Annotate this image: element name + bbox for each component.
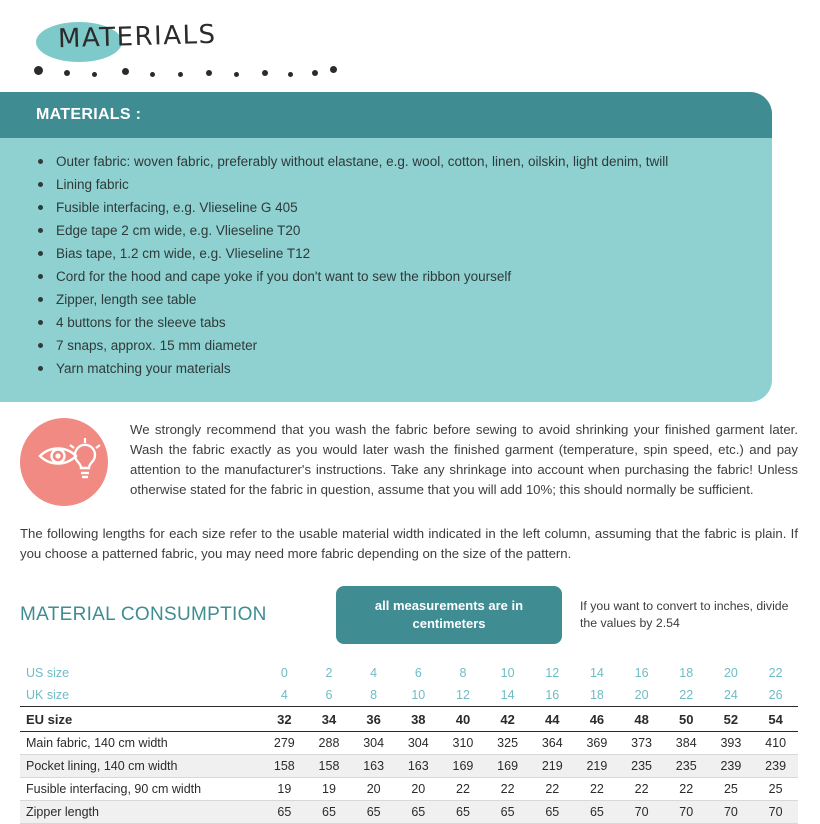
cell: 65 bbox=[307, 801, 352, 824]
list-item: 7 snaps, approx. 15 mm diameter bbox=[36, 334, 742, 357]
cell: 70 bbox=[664, 801, 709, 824]
list-item: Zipper, length see table bbox=[36, 288, 742, 311]
page-title: MATERIALS bbox=[57, 19, 217, 55]
materials-list bbox=[36, 150, 742, 380]
cell: 19 bbox=[307, 778, 352, 801]
cell: 65 bbox=[530, 801, 575, 824]
cell: 50 bbox=[664, 707, 709, 732]
cell: 163 bbox=[351, 755, 396, 778]
table-row bbox=[20, 707, 798, 732]
cell: 16 bbox=[545, 688, 560, 702]
list-item: Yarn matching your materials bbox=[36, 357, 742, 380]
cell: 65 bbox=[396, 801, 441, 824]
cell: 22 bbox=[485, 778, 530, 801]
row-label: Pocket lining, 140 cm width bbox=[20, 755, 262, 778]
cell: 373 bbox=[619, 732, 664, 755]
list-item: Outer fabric: woven fabric, preferably without elastane, e.g. wool, cotton, linen, oilskin, light denim, twill bbox=[36, 150, 742, 173]
cell: 44 bbox=[530, 707, 575, 732]
cell: 70 bbox=[753, 801, 798, 824]
cell: 26 bbox=[768, 688, 783, 702]
table-row bbox=[20, 755, 798, 778]
material-consumption-section bbox=[0, 564, 820, 824]
cell: 18 bbox=[679, 666, 694, 680]
consumption-title: MATERIAL CONSUMPTION bbox=[20, 604, 267, 625]
table-row bbox=[20, 732, 798, 755]
row-label: US size bbox=[26, 666, 70, 680]
list-item: Fusible interfacing, e.g. Vlieseline G 405 bbox=[36, 196, 742, 219]
cell: 364 bbox=[530, 732, 575, 755]
cell: 384 bbox=[664, 732, 709, 755]
cell: 163 bbox=[396, 755, 441, 778]
cell: 0 bbox=[280, 666, 288, 680]
materials-panel bbox=[0, 92, 772, 402]
materials-panel-heading: MATERIALS : bbox=[0, 92, 772, 138]
cell: 410 bbox=[753, 732, 798, 755]
cell: 54 bbox=[753, 707, 798, 732]
cell: 18 bbox=[589, 688, 604, 702]
cell: 219 bbox=[530, 755, 575, 778]
row-label: Main fabric, 140 cm width bbox=[20, 732, 262, 755]
cell: 42 bbox=[485, 707, 530, 732]
table-row bbox=[20, 662, 798, 684]
cell: 14 bbox=[589, 666, 604, 680]
row-label: Zipper length bbox=[20, 801, 262, 824]
table-row bbox=[20, 684, 798, 707]
cell: 70 bbox=[619, 801, 664, 824]
dot-trail-decoration bbox=[30, 60, 350, 84]
cell: 38 bbox=[396, 707, 441, 732]
row-label: UK size bbox=[26, 688, 70, 702]
cell: 22 bbox=[575, 778, 620, 801]
cell: 12 bbox=[545, 666, 560, 680]
cell: 393 bbox=[709, 732, 754, 755]
list-item: Cord for the hood and cape yoke if you don't want to sew the ribbon yourself bbox=[36, 265, 742, 288]
cell: 304 bbox=[351, 732, 396, 755]
cell: 65 bbox=[485, 801, 530, 824]
measurement-unit-badge: all measurements are in centimeters bbox=[336, 586, 562, 644]
cell: 10 bbox=[500, 666, 515, 680]
cell: 304 bbox=[396, 732, 441, 755]
cell: 4 bbox=[370, 666, 378, 680]
cell: 8 bbox=[459, 666, 467, 680]
cell: 235 bbox=[619, 755, 664, 778]
row-label: Fusible interfacing, 90 cm width bbox=[20, 778, 262, 801]
cell: 52 bbox=[709, 707, 754, 732]
inch-conversion-note: If you want to convert to inches, divide the values by 2.54 bbox=[580, 599, 789, 630]
cell: 22 bbox=[768, 666, 783, 680]
cell: 70 bbox=[709, 801, 754, 824]
cell: 16 bbox=[634, 666, 649, 680]
cell: 239 bbox=[753, 755, 798, 778]
cell: 4 bbox=[280, 688, 288, 702]
cell: 20 bbox=[351, 778, 396, 801]
list-item: Bias tape, 1.2 cm wide, e.g. Vlieseline T12 bbox=[36, 242, 742, 265]
list-item: 4 buttons for the sleeve tabs bbox=[36, 311, 742, 334]
cell: 19 bbox=[262, 778, 307, 801]
cell: 40 bbox=[441, 707, 486, 732]
cell: 24 bbox=[723, 688, 738, 702]
cell: 48 bbox=[619, 707, 664, 732]
cell: 14 bbox=[500, 688, 515, 702]
row-label: EU size bbox=[20, 707, 262, 732]
cell: 6 bbox=[325, 688, 333, 702]
materials-panel-body bbox=[0, 138, 772, 402]
consumption-header bbox=[20, 586, 798, 644]
cell: 20 bbox=[634, 688, 649, 702]
cell: 325 bbox=[485, 732, 530, 755]
cell: 65 bbox=[575, 801, 620, 824]
cell: 8 bbox=[370, 688, 378, 702]
care-note bbox=[0, 402, 820, 512]
cell: 6 bbox=[414, 666, 422, 680]
cell: 22 bbox=[619, 778, 664, 801]
cell: 2 bbox=[325, 666, 333, 680]
cell: 36 bbox=[351, 707, 396, 732]
cell: 20 bbox=[396, 778, 441, 801]
intro-paragraph: The following lengths for each size refer to the usable material width indicated in the left column, assuming that the fabric is plain. If you choose a patterned fabric, you may need more fabric depending on the size of the pattern. bbox=[20, 526, 798, 561]
cell: 65 bbox=[351, 801, 396, 824]
table-row bbox=[20, 801, 798, 824]
cell: 169 bbox=[485, 755, 530, 778]
cell: 34 bbox=[307, 707, 352, 732]
table-row bbox=[20, 778, 798, 801]
cell: 22 bbox=[664, 778, 709, 801]
list-item: Edge tape 2 cm wide, e.g. Vlieseline T20 bbox=[36, 219, 742, 242]
cell: 65 bbox=[262, 801, 307, 824]
cell: 158 bbox=[307, 755, 352, 778]
idea-bulb-icon bbox=[20, 418, 108, 506]
cell: 65 bbox=[441, 801, 486, 824]
cell: 25 bbox=[709, 778, 754, 801]
cell: 219 bbox=[575, 755, 620, 778]
cell: 20 bbox=[723, 666, 738, 680]
cell: 10 bbox=[411, 688, 426, 702]
cell: 169 bbox=[441, 755, 486, 778]
care-note-text: We strongly recommend that you wash the fabric before sewing to avoid shrinking your finished garment later. Wash the fabric exactly as you would later wash the finished garment (temperature, spin speed, etc.) and pay attention to the manufacturer's instructions. Take any shrinkage into account when purchasing the fabric! Unless otherwise stated for the fabric in question, assume that you will add 10%; this should normally be sufficient. bbox=[130, 422, 798, 497]
cell: 239 bbox=[709, 755, 754, 778]
cell: 158 bbox=[262, 755, 307, 778]
cell: 32 bbox=[262, 707, 307, 732]
cell: 279 bbox=[262, 732, 307, 755]
list-item: Lining fabric bbox=[36, 173, 742, 196]
cell: 46 bbox=[575, 707, 620, 732]
cell: 22 bbox=[441, 778, 486, 801]
cell: 22 bbox=[679, 688, 694, 702]
cell: 235 bbox=[664, 755, 709, 778]
page-header bbox=[0, 0, 820, 92]
cell: 288 bbox=[307, 732, 352, 755]
cell: 22 bbox=[530, 778, 575, 801]
cell: 12 bbox=[456, 688, 470, 702]
cell: 25 bbox=[753, 778, 798, 801]
size-table bbox=[20, 662, 798, 824]
cell: 369 bbox=[575, 732, 620, 755]
cell: 310 bbox=[441, 732, 486, 755]
